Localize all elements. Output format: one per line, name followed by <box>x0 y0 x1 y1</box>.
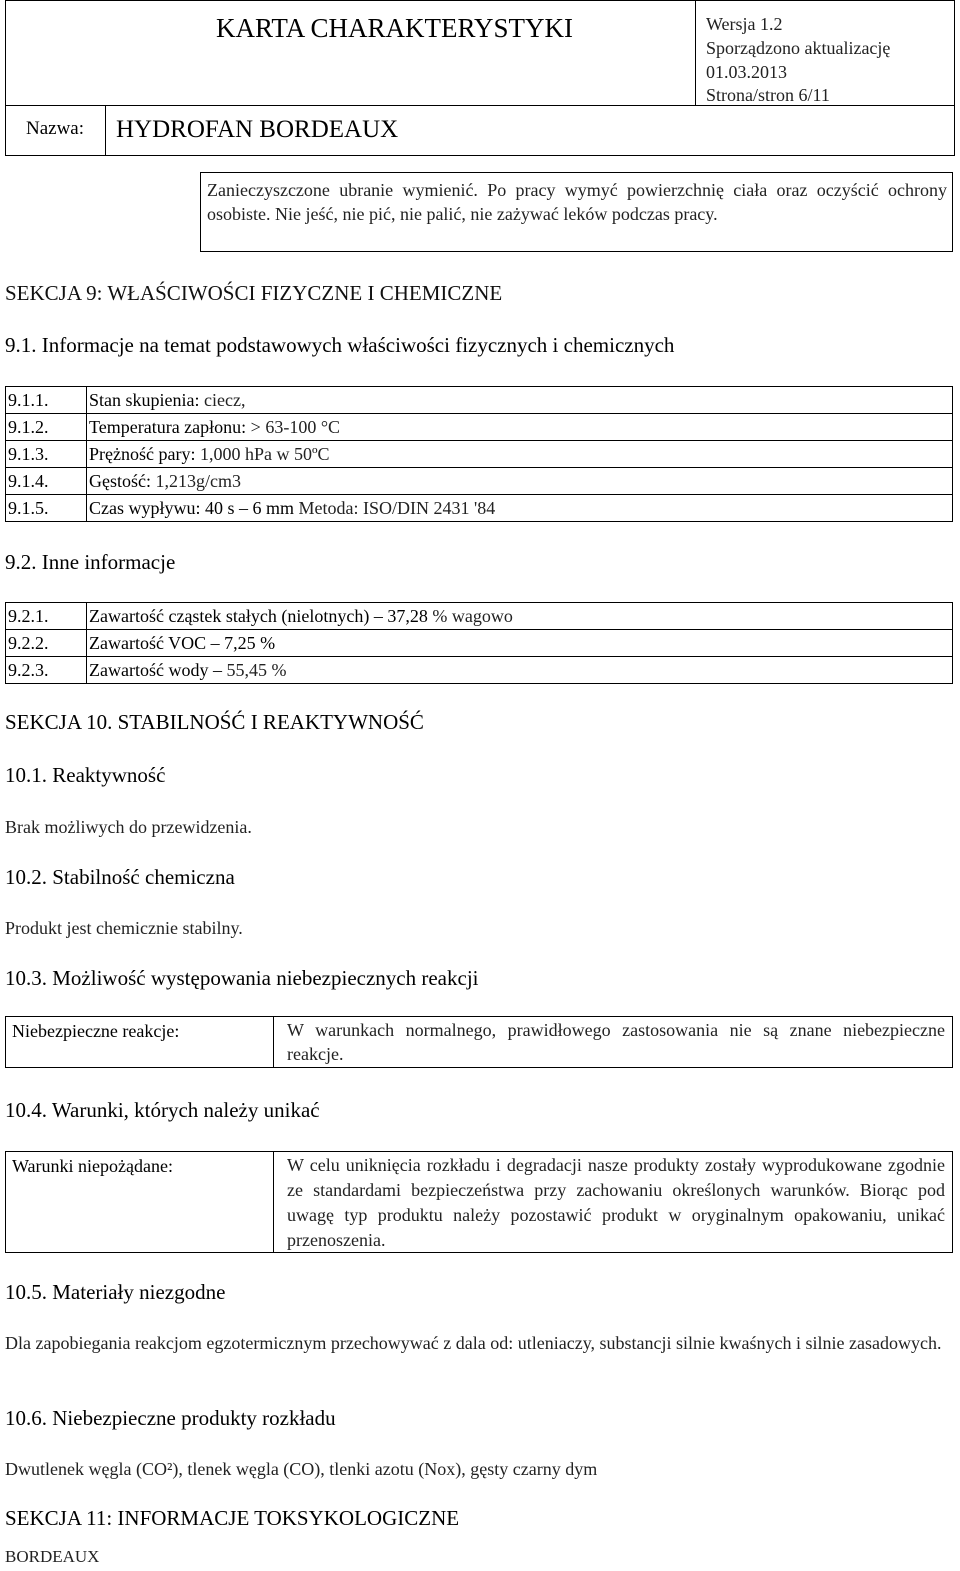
section10-1-title: 10.1. Reaktywność <box>5 763 166 787</box>
prop-label: Stan skupienia: <box>89 390 200 410</box>
prop-value: Metoda: ISO/DIN 2431 '84 <box>294 498 496 518</box>
header-meta-cell <box>696 1 954 105</box>
section10-3-title: 10.3. Możliwość występowania niebezpiecznych reakcji <box>5 966 479 990</box>
table-row <box>6 603 953 630</box>
props-9-2-table <box>5 602 953 684</box>
prop-value: > 63-100 °C <box>246 417 341 437</box>
section10-4-title: 10.4. Warunki, których należy unikać <box>5 1098 320 1122</box>
section11-title: SEKCJA 11: INFORMACJE TOKSYKOLOGICZNE <box>5 1506 460 1530</box>
table-row <box>6 657 953 684</box>
table-row <box>6 495 953 522</box>
divider <box>273 1017 274 1067</box>
prop-num: 9.1.4. <box>6 468 87 495</box>
table-row <box>6 441 953 468</box>
props-9-1-table <box>5 386 953 522</box>
section10-5-title: 10.5. Materiały niezgodne <box>5 1280 226 1304</box>
product-name: HYDROFAN BORDEAUX <box>116 116 399 143</box>
section10-title: SEKCJA 10. STABILNOŚĆ I REAKTYWNOŚĆ <box>5 710 424 734</box>
section10-2-text: Produkt jest chemicznie stabilny. <box>5 918 243 938</box>
prop-label: Temperatura zapłonu: <box>89 417 247 437</box>
table-row <box>6 387 953 414</box>
prop-label: Prężność pary: <box>89 444 196 464</box>
reactions-box <box>5 1016 953 1068</box>
header-name-row <box>6 105 954 156</box>
prop-label: Czas wypływu: 40 s – 6 mm <box>89 498 294 518</box>
intro-box <box>200 172 953 252</box>
section10-1-text: Brak możliwych do przewidzenia. <box>5 817 252 837</box>
prop-label: Zawartość VOC – 7,25 % <box>89 633 276 653</box>
prepared-label: Sporządzono aktualizację <box>706 38 891 58</box>
prop-num: 9.1.2. <box>6 414 87 441</box>
prop-num: 9.1.1. <box>6 387 87 414</box>
table-row <box>6 414 953 441</box>
prop-value: ciecz, <box>199 390 246 410</box>
conditions-label: Warunki niepożądane: <box>12 1156 173 1176</box>
prop-label: Zawartość wody – <box>89 660 222 680</box>
version: Wersja 1.2 <box>706 14 783 34</box>
document-title: KARTA CHARAKTERYSTYKI <box>216 13 573 43</box>
section9-title: SEKCJA 9: WŁAŚCIWOŚCI FIZYCZNE I CHEMICZNE <box>5 281 503 305</box>
name-label: Nazwa: <box>26 118 85 139</box>
header-title-cell <box>6 1 696 105</box>
table-row <box>6 630 953 657</box>
intro-text: Zanieczyszczone ubranie wymienić. Po pracy wymyć powierzchnię ciała oraz oczyścić ochrony osobiste. Nie jeść, nie pić, nie palić, nie zażywać leków podczas pracy. <box>207 180 947 224</box>
document-header <box>5 0 955 156</box>
reactions-label: Niebezpieczne reakcje: <box>12 1021 180 1041</box>
section9-2-title: 9.2. Inne informacje <box>5 550 176 574</box>
prop-label: Zawartość cząstek stałych (nielotnych) – 37,28 <box>89 606 428 626</box>
prop-value: % wagowo <box>427 606 513 626</box>
section10-2-title: 10.2. Stabilność chemiczna <box>5 865 235 889</box>
section9-1-title: 9.1. Informacje na temat podstawowych właściwości fizycznych i chemicznych <box>5 333 675 357</box>
page-number: Strona/stron 6/11 <box>706 85 830 105</box>
section10-5-text: Dla zapobiegania reakcjom egzotermicznym przechowywać z dala od: utleniaczy, substancji silnie kwaśnych i silnie zasadowych. <box>5 1333 942 1353</box>
prop-value: 55,45 % <box>221 660 287 680</box>
revision-date: 01.03.2013 <box>706 62 787 82</box>
prop-num: 9.1.5. <box>6 495 87 522</box>
prop-value: 1,213g/cm3 <box>151 471 241 491</box>
conditions-value: W celu uniknięcia rozkładu i degradacji nasze produkty zostały wyprodukowane zgodnie ze standardami bezpieczeństwa przy zachowaniu określonych warunków. Biorąc pod uwagę typ produktu należy pozostawić produkt w oryginalnym opakowaniu, unikać przenoszenia. <box>287 1155 945 1250</box>
prop-value: 1,000 hPa w 50ºC <box>195 444 330 464</box>
reactions-value: W warunkach normalnego, prawidłowego zastosowania nie są znane niebezpieczne reakcje. <box>287 1020 945 1064</box>
conditions-box <box>5 1151 953 1253</box>
section10-6-text: Dwutlenek węgla (CO²), tlenek węgla (CO), tlenki azotu (Nox), gęsty czarny dym <box>5 1459 598 1479</box>
footer-product-name: BORDEAUX <box>5 1547 100 1566</box>
prop-label: Gęstość: <box>89 471 151 491</box>
divider <box>273 1152 274 1252</box>
prop-num: 9.2.2. <box>6 630 87 657</box>
prop-num: 9.2.3. <box>6 657 87 684</box>
table-row <box>6 468 953 495</box>
prop-num: 9.2.1. <box>6 603 87 630</box>
prop-num: 9.1.3. <box>6 441 87 468</box>
section10-6-title: 10.6. Niebezpieczne produkty rozkładu <box>5 1406 336 1430</box>
name-label-cell <box>6 106 106 156</box>
